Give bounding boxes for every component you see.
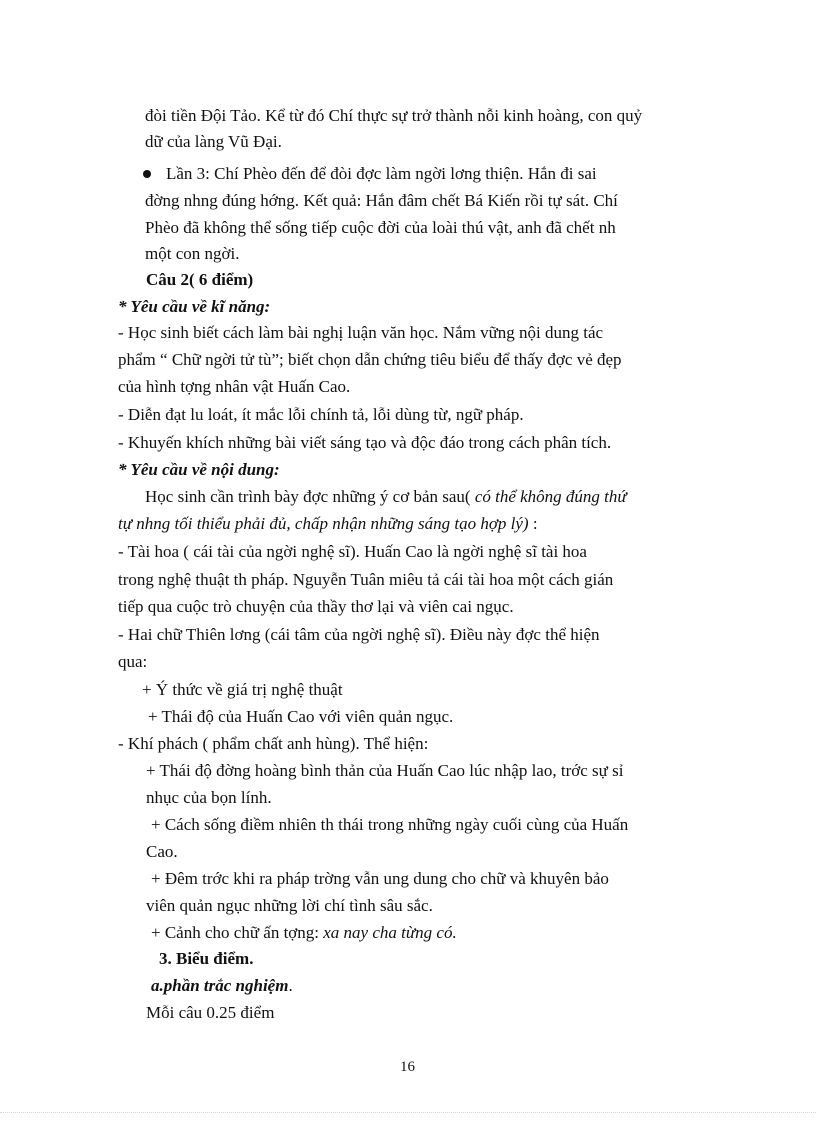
text-line: Cao. bbox=[146, 842, 178, 861]
text-run-italic: có thể không đúng thứ bbox=[470, 487, 627, 506]
text-line: - Tài hoa ( cái tài của ngời nghệ sĩ). Huấn Cao là ngời nghệ sĩ tài hoa bbox=[118, 542, 587, 561]
text-line: Phèo đã không thể sống tiếp cuộc đời của loài thú vật, anh đã chết nh bbox=[145, 218, 616, 237]
text-line: dữ của làng Vũ Đại. bbox=[145, 132, 282, 151]
text-run: + Cảnh cho chữ ấn tợng: bbox=[151, 923, 324, 942]
text-run-italic: xa nay cha từng có. bbox=[323, 923, 457, 942]
text-line: + Cách sống điềm nhiên th thái trong những ngày cuối cùng của Huấn bbox=[151, 815, 629, 834]
text-line bbox=[145, 487, 627, 507]
text-line bbox=[118, 514, 538, 534]
subsection-heading: a.phần trắc nghiệm bbox=[151, 976, 289, 995]
text-line: - Diễn đạt lu loát, ít mắc lỗi chính tả, lỗi dùng từ, ngữ pháp. bbox=[118, 405, 524, 424]
text-line: - Khuyến khích những bài viết sáng tạo và độc đáo trong cách phân tích. bbox=[118, 433, 612, 452]
bullet-icon bbox=[143, 170, 151, 178]
text-line: của hình tợng nhân vật Huấn Cao. bbox=[118, 377, 351, 396]
text-line: nhục của bọn lính. bbox=[146, 788, 272, 807]
text-line: + Đêm trớc khi ra pháp trờng vẫn ung dung cho chữ và khuyên bảo bbox=[151, 869, 609, 888]
text-run: . bbox=[288, 976, 293, 995]
text-line: + Thái độ của Huấn Cao với viên quản ngục. bbox=[148, 707, 454, 726]
subsection-heading: * Yêu cầu về kĩ năng: bbox=[118, 297, 271, 316]
text-line: trong nghệ thuật th pháp. Nguyễn Tuân miêu tả cái tài hoa một cách gián bbox=[118, 570, 614, 589]
text-run: Học sinh cần trình bày đợc những ý cơ bản sau( bbox=[145, 487, 471, 506]
text-line: + Thái độ đờng hoàng bình thản của Huấn Cao lúc nhập lao, trớc sự sỉ bbox=[146, 761, 624, 780]
footer-divider bbox=[0, 1112, 816, 1113]
text-run-italic: tự nhng tối thiểu phải đủ, chấp nhận những sáng tạo hợp lý) bbox=[118, 514, 529, 533]
text-run: : bbox=[528, 514, 538, 533]
text-line: - Hai chữ Thiên lơng (cái tâm của ngời nghệ sĩ). Điều này đợc thể hiện bbox=[118, 625, 600, 644]
text-line: - Khí phách ( phẩm chất anh hùng). Thể hiện: bbox=[118, 734, 429, 753]
text-line: viên quản ngục những lời chí tình sâu sắc. bbox=[146, 896, 433, 915]
section-heading: Câu 2( 6 điểm) bbox=[146, 270, 254, 289]
page-number: 16 bbox=[400, 1059, 415, 1075]
text-line: Mỗi câu 0.25 điểm bbox=[146, 1003, 275, 1022]
text-line: đờng nhng đúng hớng. Kết quả: Hắn đâm chết Bá Kiến rồi tự sát. Chí bbox=[145, 191, 618, 210]
text-line: + Ý thức về giá trị nghệ thuật bbox=[142, 680, 343, 699]
text-line: - Học sinh biết cách làm bài nghị luận văn học. Nắm vững nội dung tác bbox=[118, 323, 604, 342]
text-line: phẩm “ Chữ ngời tử tù”; biết chọn dẫn chứng tiêu biểu để thấy đợc vẻ đẹp bbox=[118, 350, 622, 369]
text-line: qua: bbox=[118, 652, 148, 671]
text-line: đòi tiền Đội Tảo. Kể từ đó Chí thực sự trở thành nỗi kinh hoàng, con quỷ bbox=[145, 106, 643, 125]
text-line bbox=[151, 923, 457, 943]
text-line: Lần 3: Chí Phèo đến để đòi đợc làm ngời lơng thiện. Hắn đi sai bbox=[166, 164, 597, 183]
text-line: tiếp qua cuộc trò chuyện của thầy thơ lại và viên cai ngục. bbox=[118, 597, 514, 616]
text-line bbox=[151, 976, 293, 996]
text-line: một con ngời. bbox=[145, 244, 240, 263]
section-heading: 3. Biểu điểm. bbox=[159, 949, 254, 968]
subsection-heading: * Yêu cầu về nội dung: bbox=[118, 460, 280, 479]
